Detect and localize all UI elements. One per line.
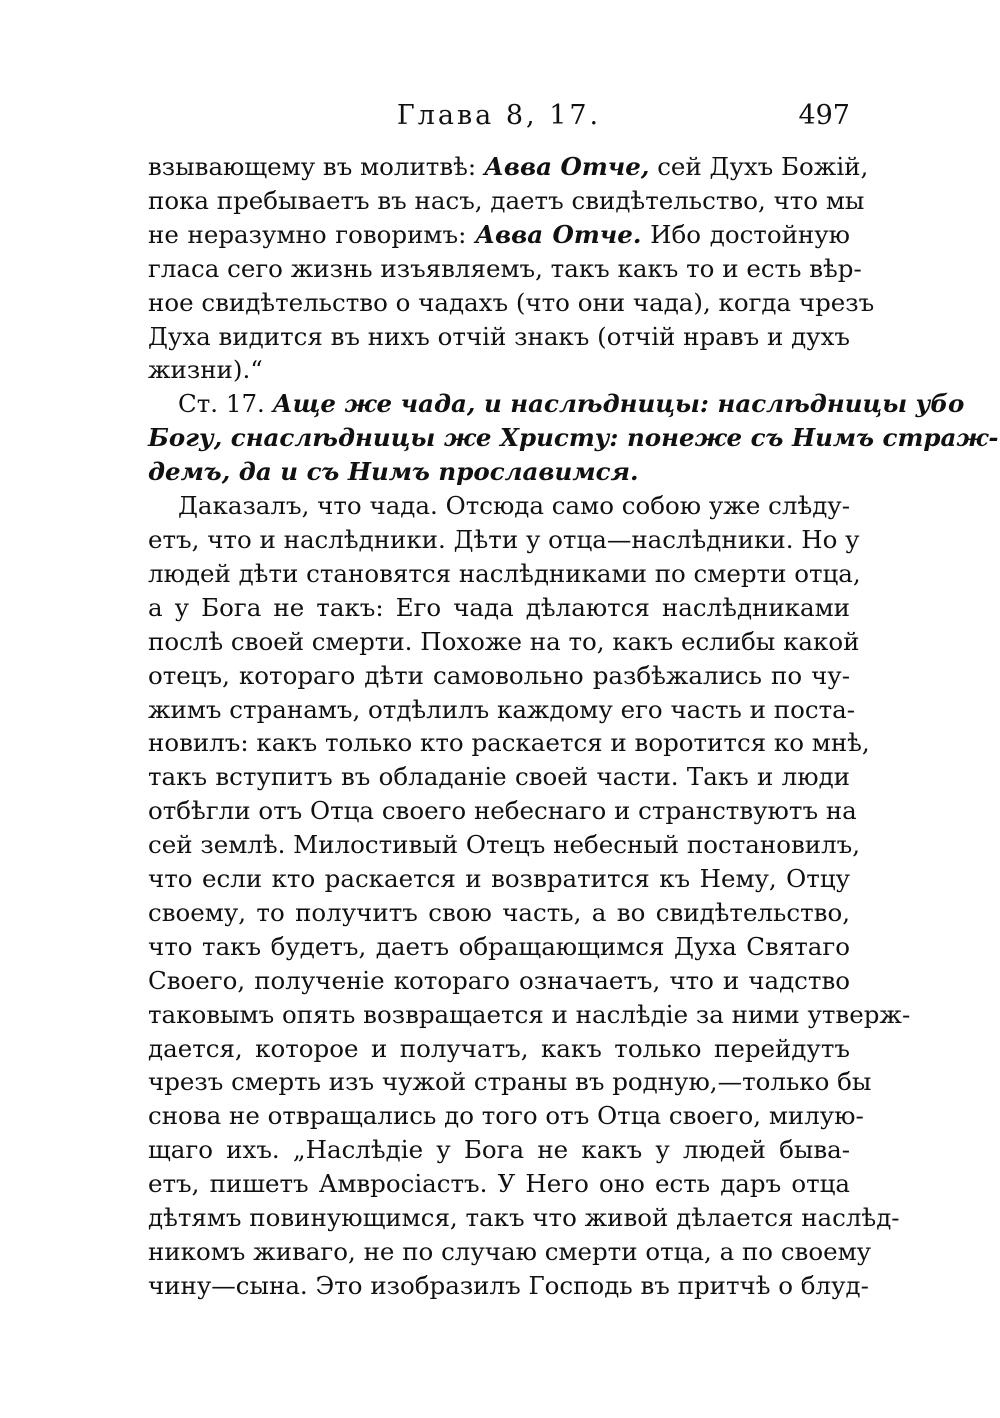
commentary-text: никомъ живаго, не по случаю смерти отца, а по своему (148, 1237, 872, 1266)
commentary-line (148, 625, 860, 659)
quote_continuation-line (148, 218, 850, 252)
quote_continuation-line (148, 150, 869, 184)
commentary-text: новилъ: какъ только кто раскается и воротится ко мнѣ, (148, 728, 870, 758)
commentary-text: жимъ странамъ, отдѣлилъ каждому его часть и поста- (148, 694, 856, 724)
quote_continuation-text: гласа сего жизнь изъявляемъ, такъ какъ то и есть вѣр- (148, 253, 862, 283)
verse-text: демъ, да и съ Нимъ прославимся. (148, 457, 639, 487)
commentary-text: чину—сына. Это изобразилъ Господь въ притчѣ о блуд- (148, 1270, 869, 1300)
page-number: 497 (798, 100, 850, 131)
commentary-text: своему, то получитъ свою часть, а во свидѣтельство, (148, 897, 850, 927)
quote_continuation-line (148, 320, 850, 354)
commentary-line (148, 489, 850, 523)
commentary-text: а у Бога не такъ: Его чада дѣлаются наслѣдниками (148, 592, 850, 622)
quote_continuation-text: Ибо достойную (641, 219, 850, 249)
verse-line (148, 387, 965, 421)
text-block (148, 150, 999, 1303)
commentary-line (148, 794, 857, 828)
commentary-line (148, 1201, 900, 1235)
verse-text: Богу, снаслѣдницы же Христу: понеже съ Нимъ страж- (148, 423, 999, 453)
commentary-line (148, 523, 860, 557)
quote_continuation-text: ное свидѣтельство о чадахъ (что они чада), когда чрезъ (148, 287, 875, 317)
verse-line (148, 421, 999, 455)
commentary-text: снова не отвращались до того отъ Отца своего, милую- (148, 1101, 864, 1131)
quote_continuation-text: взывающему въ молитвѣ: (148, 152, 484, 181)
commentary-text: чрезъ смерть изъ чужой страны въ родную,—только бы (148, 1067, 872, 1097)
commentary-text: таковымъ опять возвращается и наслѣдіе за ними утверж- (148, 999, 911, 1029)
commentary-text: щаго ихъ. „Наслѣдіе у Бога не какъ у людей быва- (148, 1135, 850, 1165)
commentary-line (148, 896, 850, 930)
commentary-text: Даказалъ, что чада. Отсюда само собою уже слѣду- (178, 491, 850, 521)
commentary-line (148, 828, 861, 862)
commentary-text: отбѣгли отъ Отца своего небеснаго и странствуютъ на (148, 796, 857, 826)
quote_continuation-line (148, 353, 850, 387)
commentary-text: Своего, полученіе котораго означаетъ, что и чадство (148, 965, 850, 995)
commentary-line (148, 1065, 872, 1099)
quote_continuation-text: жизни).“ (148, 355, 263, 385)
commentary-text: дѣтямъ повинующимся, такъ что живой дѣлается наслѣд- (148, 1203, 900, 1233)
quote_continuation-text: Авва Отче. (475, 219, 642, 249)
quote_continuation-line (148, 286, 875, 320)
quote_continuation-text: не неразумно говоримъ: (148, 219, 476, 249)
commentary-text: что такъ будетъ, даетъ обращающимся Духа Святаго (148, 931, 850, 961)
verse-text: Ст. 17. (178, 389, 273, 419)
commentary-text: такъ вступитъ въ обладаніе своей части. Такъ и люди (148, 762, 850, 792)
commentary-paragraph (148, 489, 911, 1303)
commentary-text: дается, которое и получатъ, какъ только перейдутъ (148, 1033, 850, 1063)
quote_continuation-text: сей Духъ Божій, (649, 152, 869, 181)
chapter-heading: Глава 8, 17. (396, 100, 602, 131)
commentary-line (148, 1269, 869, 1303)
commentary-line (148, 964, 850, 998)
commentary-line (148, 1133, 850, 1167)
commentary-text: етъ, что и наслѣдники. Дѣти у отца—наслѣдники. Но у (148, 524, 860, 554)
verse-text: Аще же чада, и наслѣдницы: наслѣдницы убо (272, 389, 965, 419)
commentary-line (148, 591, 850, 625)
quote-continuation-paragraph (148, 150, 875, 387)
quote_continuation-text: Авва Отче, (483, 152, 650, 181)
running-head (148, 96, 850, 136)
commentary-line (148, 693, 856, 727)
commentary-text: сей землѣ. Милостивый Отецъ небесный постановилъ, (148, 830, 861, 860)
commentary-line (148, 930, 850, 964)
commentary-line (148, 1235, 872, 1269)
commentary-line (148, 862, 850, 896)
quote_continuation-text: Духа видится въ нихъ отчій знакъ (отчій нравъ и духъ (148, 321, 850, 351)
commentary-line (148, 726, 870, 760)
quote_continuation-line (148, 184, 865, 218)
commentary-line (148, 557, 861, 591)
commentary-line (148, 998, 911, 1032)
commentary-text: отецъ, котораго дѣти самовольно разбѣжались по чу- (148, 660, 850, 690)
commentary-text: етъ, пишетъ Амвросіастъ. У Него оно есть даръ отца (148, 1169, 850, 1199)
commentary-line (148, 760, 850, 794)
commentary-line (148, 1032, 850, 1066)
commentary-line (148, 659, 850, 693)
commentary-text: что если кто раскается и возвратится къ Нему, Отцу (148, 864, 850, 894)
quote_continuation-line (148, 252, 862, 286)
verse-line (148, 455, 850, 489)
verse-paragraph (148, 387, 999, 489)
commentary-text: послѣ своей смерти. Похоже на то, какъ еслибы какой (148, 626, 860, 656)
quote_continuation-text: пока пребываетъ въ насъ, даетъ свидѣтельство, что мы (148, 185, 865, 215)
commentary-line (148, 1099, 864, 1133)
commentary-text: людей дѣти становятся наслѣдниками по смерти отца, (148, 558, 861, 588)
commentary-line (148, 1167, 850, 1201)
